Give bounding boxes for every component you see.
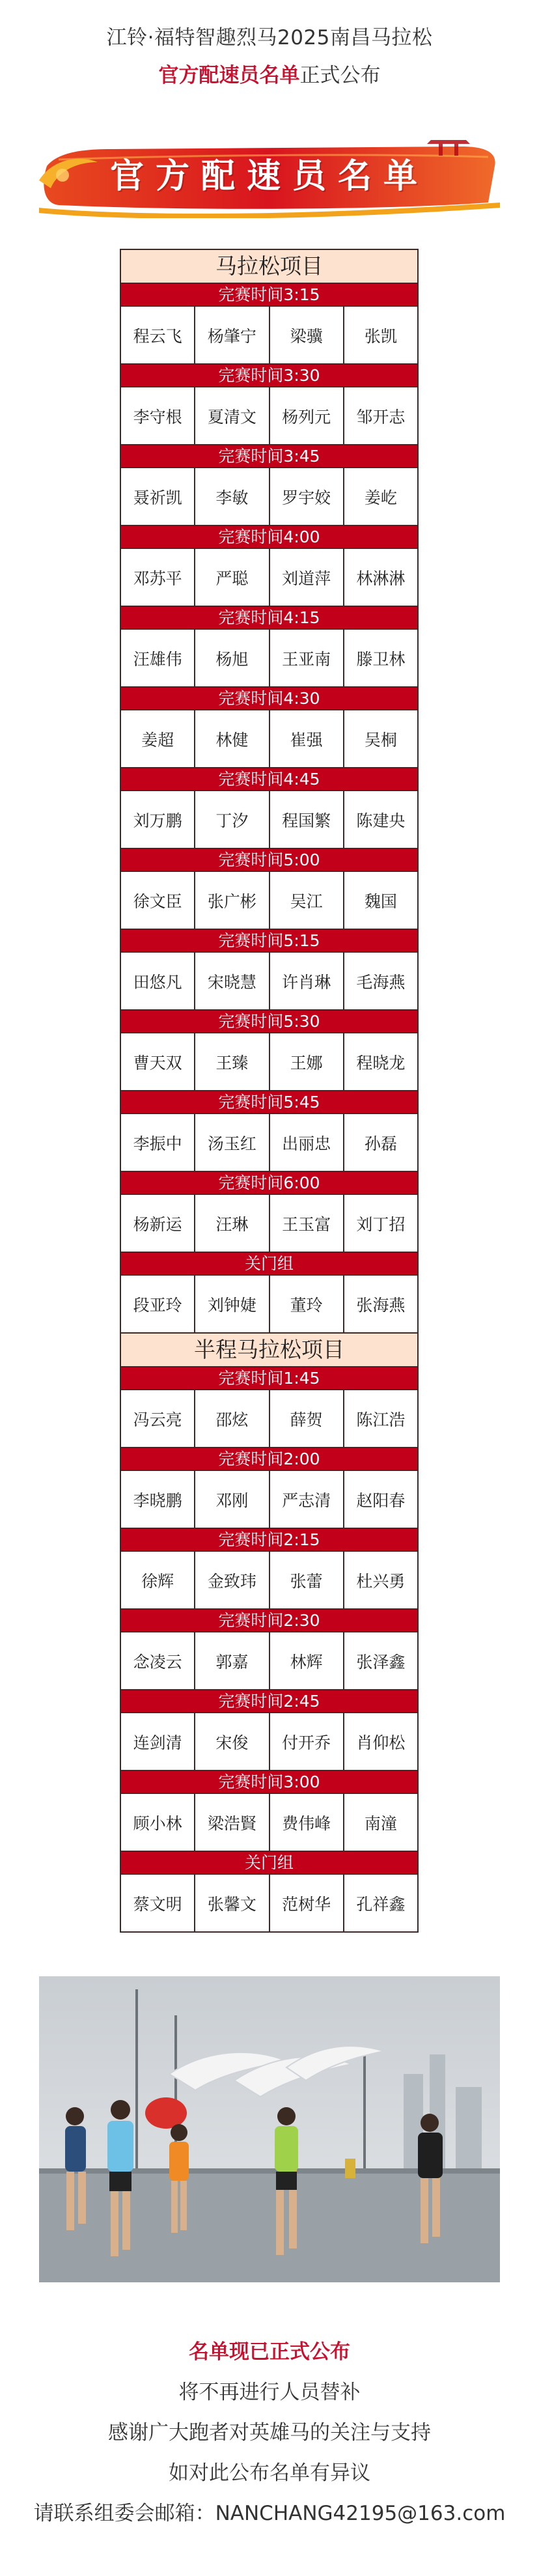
pacer-names-row [121,1114,417,1172]
pacer-names-row [121,1713,417,1771]
pacer-name-cell: 丁汐 [195,791,270,848]
pacer-name-cell: 连剑清 [121,1713,195,1770]
finish-time-row: 完赛时间2:15 [121,1529,417,1552]
notice-no-replacement: 将不再进行人员替补 [178,2381,361,2404]
pacer-name-cell: 程国繁 [270,791,344,848]
pacer-name-cell: 崔强 [270,710,344,767]
pacer-names-row [121,1632,417,1690]
pacer-names-row [121,791,417,849]
pacer-name-cell: 吴桐 [364,730,397,749]
pacer-name-cell: 李敏 [195,468,270,525]
pacer-names-row [121,872,417,930]
announcement-subtitle [0,61,539,90]
pacer-names-row [121,1471,417,1529]
pacer-name-cell: 王臻 [195,1033,270,1090]
pacer-name-cell: 邹开志 [356,407,406,427]
finish-time-row: 完赛时间1:45 [121,1367,417,1390]
notice-published: 名单现已正式公布 [189,2340,350,2364]
pacer-name-cell: 邓苏平 [121,549,195,606]
pacer-name-cell: 薛贺 [270,1390,344,1447]
pacer-name-cell: 孙磊 [364,1134,397,1153]
pacer-name-cell: 张广彬 [195,872,270,929]
pacer-name-cell: 汤玉红 [195,1114,270,1171]
pacer-table [120,249,419,1933]
pacer-name-cell: 孔祥鑫 [356,1894,406,1914]
pacer-name-cell: 毛海燕 [356,972,406,992]
pacer-name-cell: 段亚玲 [121,1276,195,1332]
pacer-name-cell: 梁骥 [270,307,344,363]
pacer-name-cell: 李守根 [121,387,195,444]
notice-contact-email: 请联系组委会邮箱：NANCHANG42195@163.com [33,2502,506,2525]
notice-thanks: 感谢广大跑者对英雄马的关注与支持 [108,2421,431,2444]
pacer-name-cell: 吴江 [270,872,344,929]
pacer-name-cell: 严志清 [270,1471,344,1528]
finish-time-row: 完赛时间5:15 [121,930,417,953]
finish-time-row: 关门组 [121,1253,417,1276]
finish-time-row: 关门组 [121,1852,417,1875]
pacer-name-cell: 夏清文 [195,387,270,444]
pacer-name-cell: 田悠凡 [121,953,195,1009]
pacer-name-cell: 程云飞 [121,307,195,363]
pacer-name-cell: 李晓鹏 [121,1471,195,1528]
finish-time-row: 完赛时间4:30 [121,688,417,710]
banner-title: 官方配速员名单 [109,156,429,196]
pacer-name-cell: 蔡文明 [121,1875,195,1931]
pacer-name-cell: 严聪 [195,549,270,606]
pacer-names-row [121,387,417,445]
half-section-title: 半程马拉松项目 [121,1334,417,1367]
pacer-name-cell: 杨新运 [121,1195,195,1252]
pacer-name-cell: 宋俊 [195,1713,270,1770]
pacer-names-row [121,549,417,607]
finish-time-row: 完赛时间5:00 [121,849,417,872]
announcement-rest: 正式公布 [299,64,381,87]
pacer-name-cell: 徐辉 [121,1552,195,1608]
pacer-name-cell: 刘丁招 [356,1214,406,1234]
pacer-name-cell: 陈江浩 [356,1410,406,1429]
pacer-names-row [121,953,417,1011]
pacer-name-cell: 汪雄伟 [121,630,195,686]
pacer-name-cell: 程晓龙 [356,1053,406,1072]
pacer-names-row [121,710,417,768]
finish-time-row: 完赛时间3:45 [121,445,417,468]
pacer-name-cell: 梁浩賢 [195,1794,270,1851]
marathon-section-title: 马拉松项目 [121,250,417,284]
finish-time-row: 完赛时间4:15 [121,607,417,630]
pacer-name-cell: 林淋淋 [356,568,406,588]
pacer-name-cell: 王玉富 [270,1195,344,1252]
pacer-name-cell: 肖仰松 [356,1733,406,1752]
pacer-name-cell: 董玲 [270,1276,344,1332]
closing-notes [0,2338,539,2528]
pacer-name-cell: 杨列元 [270,387,344,444]
pacer-name-cell: 宋晓慧 [195,953,270,1009]
pacer-name-cell: 冯云亮 [121,1390,195,1447]
pacer-name-cell: 林辉 [270,1632,344,1689]
pacer-name-cell: 许肖琳 [270,953,344,1009]
pacer-name-cell: 张海燕 [356,1295,406,1315]
pacer-names-row [121,1033,417,1091]
finish-time-row: 完赛时间3:00 [121,1771,417,1794]
finish-time-row: 完赛时间2:45 [121,1690,417,1713]
pacer-names-row [121,1875,417,1931]
pacer-name-cell: 范树华 [270,1875,344,1931]
pacer-name-cell: 陈建央 [356,811,406,830]
intro [0,23,539,90]
title-banner [39,140,500,218]
finish-time-row: 完赛时间4:00 [121,526,417,549]
pacer-name-cell: 张凯 [364,326,397,346]
pacer-name-cell: 杨旭 [195,630,270,686]
pacer-name-cell: 王亚南 [270,630,344,686]
finish-time-row: 完赛时间3:30 [121,365,417,387]
pacer-name-cell: 南潼 [364,1813,397,1833]
announcement-highlight: 官方配速员名单 [158,64,300,87]
pacer-name-cell: 费伟峰 [270,1794,344,1851]
pacer-name-cell: 罗宇姣 [270,468,344,525]
pacer-name-cell: 汪琳 [195,1195,270,1252]
pacer-names-row [121,1276,417,1334]
pacer-name-cell: 魏国 [364,891,397,911]
pacer-name-cell: 杨肇宁 [195,307,270,363]
pacer-name-cell: 刘道萍 [270,549,344,606]
pacer-name-cell: 顾小林 [121,1794,195,1851]
finish-time-row: 完赛时间5:30 [121,1011,417,1033]
pacer-name-cell: 林健 [195,710,270,767]
finish-time-row: 完赛时间3:15 [121,284,417,307]
pacer-name-cell: 郭嘉 [195,1632,270,1689]
pacer-name-cell: 出丽忠 [270,1114,344,1171]
pacer-names-row [121,1794,417,1852]
pacer-name-cell: 聂祈凯 [121,468,195,525]
notice-objection: 如对此公布名单有异议 [169,2461,370,2485]
marathon-runners-photo [39,1976,500,2282]
pacer-name-cell: 刘万鹏 [121,791,195,848]
pacer-name-cell: 付开乔 [270,1713,344,1770]
pacer-name-cell: 赵阳春 [356,1491,406,1510]
finish-time-row: 完赛时间2:00 [121,1448,417,1471]
finish-time-row: 完赛时间5:45 [121,1091,417,1114]
pacer-name-cell: 李振中 [121,1114,195,1171]
finish-time-row: 完赛时间2:30 [121,1610,417,1632]
pacer-name-cell: 姜屹 [364,488,397,507]
pacer-names-row [121,1390,417,1448]
event-title: 江铃·福特智趣烈马2025南昌马拉松 [106,26,433,49]
runners-photo-illustration [39,1976,500,2282]
pacer-names-row [121,307,417,365]
pacer-name-cell: 金致玮 [195,1552,270,1608]
pacer-name-cell: 邓刚 [195,1471,270,1528]
pacer-name-cell: 邵炫 [195,1390,270,1447]
pacer-name-cell: 刘钟婕 [195,1276,270,1332]
pacer-names-row [121,630,417,688]
pacer-names-row [121,1552,417,1610]
pacer-names-row [121,468,417,526]
pacer-names-row [121,1195,417,1253]
pacer-name-cell: 念凌云 [121,1632,195,1689]
finish-time-row: 完赛时间6:00 [121,1172,417,1195]
pacer-name-cell: 滕卫林 [356,649,406,669]
pacer-name-cell: 曹天双 [121,1033,195,1090]
pacer-name-cell: 徐文臣 [121,872,195,929]
pacer-name-cell: 姜超 [121,710,195,767]
finish-time-row: 完赛时间4:45 [121,768,417,791]
pacer-name-cell: 张泽鑫 [356,1652,406,1672]
pacer-name-cell: 王娜 [270,1033,344,1090]
pacer-name-cell: 杜兴勇 [356,1571,406,1591]
pacer-name-cell: 张蕾 [270,1552,344,1608]
pacer-name-cell: 张馨文 [195,1875,270,1931]
